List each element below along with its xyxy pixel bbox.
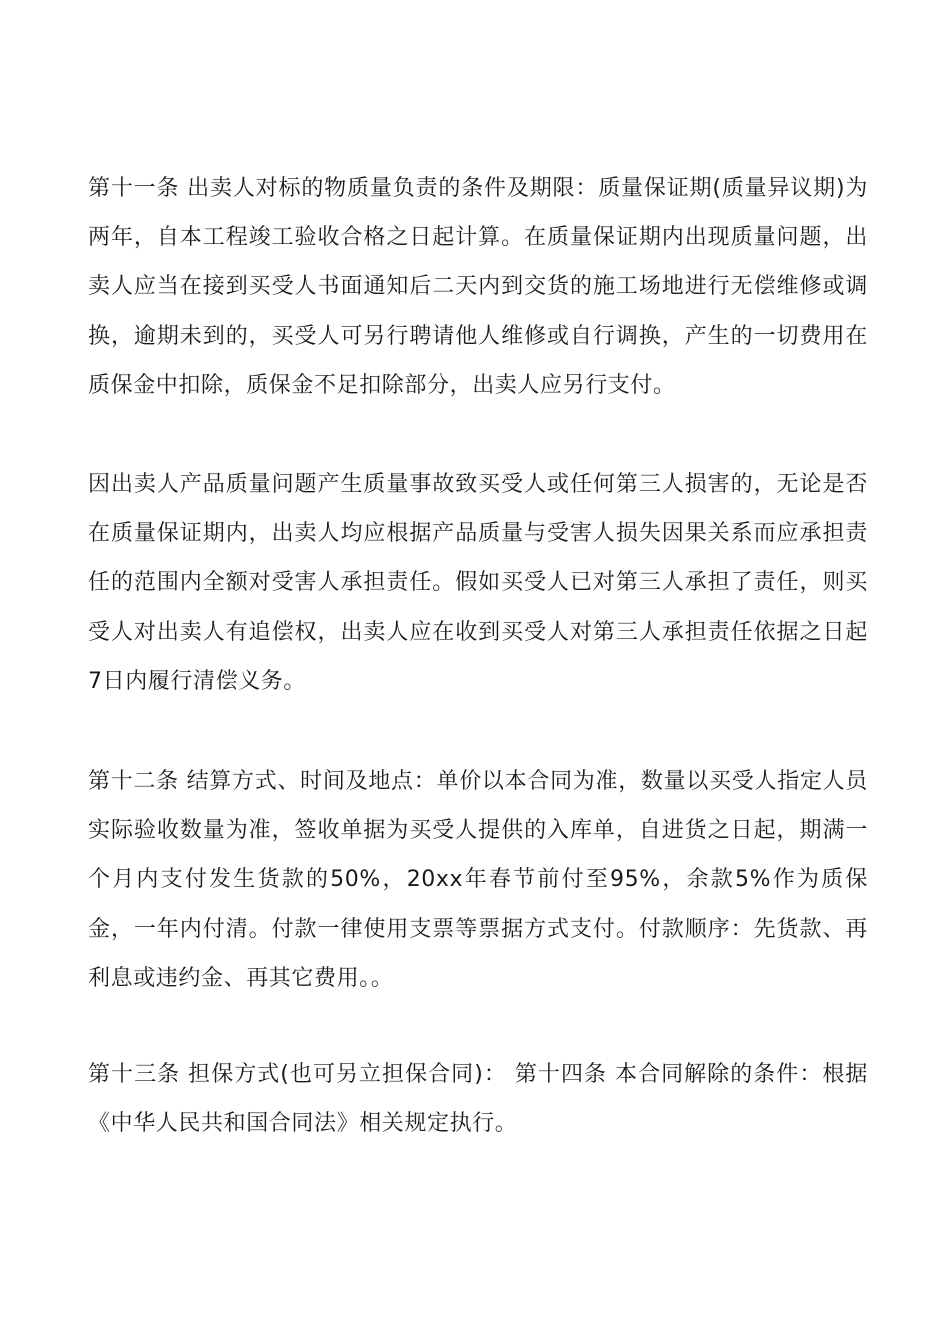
- paragraph-article-12: 第十二条 结算方式、时间及地点：单价以本合同为准，数量以买受人指定人员实际验收数量为准，签收单据为买受人提供的入库单，自进货之日起，期满一个月内支付发生货款的50%，20xx年春节前付至95%，余款5%作为质保金，一年内付清。付款一律使用支票等票据方式支付。付款顺序：先货款、再利息或违约金、再其它费用。。: [88, 769, 868, 991]
- paragraph-article-13-14: 第十三条 担保方式(也可另立担保合同)： 第十四条 本合同解除的条件：根据《中华人民共和国合同法》相关规定执行。: [88, 1062, 868, 1137]
- paragraph-article-11: 第十一条 出卖人对标的物质量负责的条件及期限：质量保证期(质量异议期)为两年，自本工程竣工验收合格之日起计算。在质量保证期内出现质量问题，出卖人应当在接到买受人书面通知后二天内到交货的施工场地进行无偿维修或调换，逾期未到的，买受人可另行聘请他人维修或自行调换，产生的一切费用在质保金中扣除，质保金不足扣除部分，出卖人应另行支付。: [88, 176, 868, 398]
- paragraph-liability: 因出卖人产品质量问题产生质量事故致买受人或任何第三人损害的，无论是否在质量保证期内，出卖人均应根据产品质量与受害人损失因果关系而应承担责任的范围内全额对受害人承担责任。假如买受人已对第三人承担了责任，则买受人对出卖人有追偿权，出卖人应在收到买受人对第三人承担责任依据之日起7日内履行清偿义务。: [88, 472, 868, 694]
- document-body: [88, 164, 868, 1148]
